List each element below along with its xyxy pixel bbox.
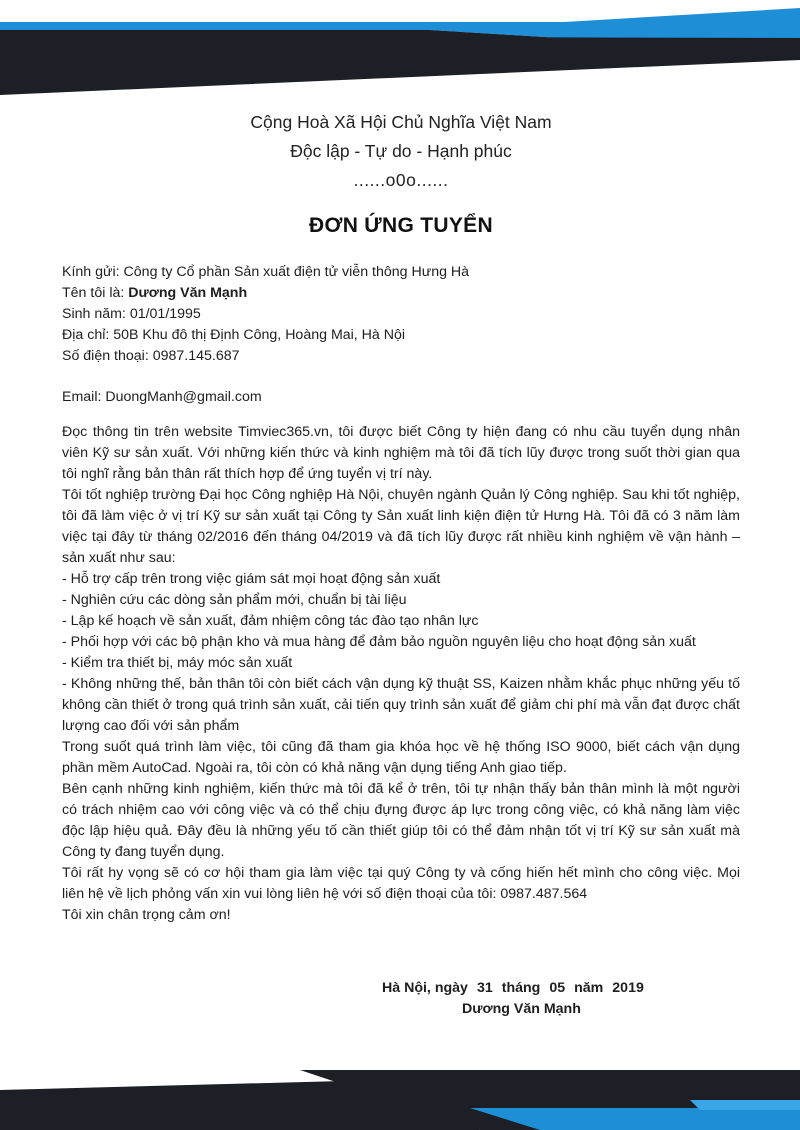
name-line xyxy=(62,283,740,304)
list-item: - Nghiên cứu các dòng sản phẩm mới, chuẩn bị tài liệu xyxy=(62,592,407,608)
list-item: - Không những thế, bản thân tôi còn biết cách vận dụng kỹ thuật SS, Kaizen nhằm khắc phục những yếu tố không cần thiết ở trong quá trình sản xuất, cải tiến quy trình sản xuất để giảm chi phí mà vẫn đạt được chất lượng cao đối với sản phẩm xyxy=(62,676,740,734)
date-month-label: tháng xyxy=(501,980,541,996)
date-year: 2019 xyxy=(612,980,644,996)
national-header xyxy=(62,108,740,195)
header-country: Cộng Hoà Xã Hội Chủ Nghĩa Việt Nam xyxy=(250,112,552,132)
recipient-line: Kính gửi: Công ty Cổ phần Sản xuất điện tử viễn thông Hưng Hà xyxy=(62,264,470,280)
letter-body xyxy=(62,422,740,926)
document-title: ĐƠN ỨNG TUYỂN xyxy=(309,214,493,237)
signature-date xyxy=(382,978,682,999)
list-item: - Lập kế hoạch về sản xuất, đảm nhiệm công tác đào tạo nhân lực xyxy=(62,613,479,629)
paragraph-thanks: Tôi xin chân trọng cảm ơn! xyxy=(62,907,231,923)
date-day: 31 xyxy=(476,980,493,996)
list-item: - Phối hợp với các bộ phận kho và mua hàng để đảm bảo nguồn nguyên liệu cho hoạt động sản xuất xyxy=(62,634,696,650)
paragraph-education: Tôi tốt nghiệp trường Đại học Công nghiệp Hà Nội, chuyên ngành Quản lý Công nghiệp. Sau khi tốt nghiệp, tôi đã làm việc ở vị trí Kỹ sư sản xuất tại Công ty Sản xuất linh kiện điện tử Hưng Hà. Tôi đã có 3 năm làm việc tại đây từ tháng 02/2016 đến tháng 04/2019 và đã tích lũy được rất nhiều kinh nghiệm về vận hành – sản xuất như sau: xyxy=(62,487,740,566)
application-letter xyxy=(62,108,740,1017)
date-year-label: năm xyxy=(574,980,604,996)
address-line: Địa chỉ: 50B Khu đô thị Định Công, Hoàng Mai, Hà Nội xyxy=(62,327,406,343)
email-line: Email: DuongManh@gmail.com xyxy=(62,389,262,405)
phone-line: Số điện thoại: 0987.145.687 xyxy=(62,348,240,364)
list-item: - Hỗ trợ cấp trên trong việc giám sát mọi hoạt động sản xuất xyxy=(62,571,441,587)
list-item: - Kiểm tra thiết bị, máy móc sản xuất xyxy=(62,655,293,671)
date-month: 05 xyxy=(549,980,566,996)
bottom-decorative-band xyxy=(0,1070,800,1130)
header-divider: ......o0o...... xyxy=(353,170,449,190)
paragraph-qualities: Bên cạnh những kinh nghiệm, kiến thức mà tôi đã kể ở trên, tôi tự nhận thấy bản thân mình là một người có trách nhiệm cao với công việc và có thể chịu đựng được áp lực trong công việc, có khả năng làm việc độc lập hiệu quả. Đây đều là những yếu tố cần thiết giúp tôi có thể đảm nhận tốt vị trí Kỹ sư sản xuất mà Công ty đang tuyển dụng. xyxy=(62,781,740,860)
applicant-info xyxy=(62,262,740,408)
birth-line: Sinh năm: 01/01/1995 xyxy=(62,306,201,322)
paragraph-intro: Đọc thông tin trên website Timviec365.vn, tôi được biết Công ty hiện đang có nhu cầu tuyển dụng nhân viên Kỹ sư sản xuất. Với những kiến thức và kinh nghiệm mà tôi đã tích lũy được trong suốt thời gian qua tôi nghĩ rằng bản thân rất thích hợp để ứng tuyển vị trí này. xyxy=(62,424,740,482)
header-motto: Độc lập - Tự do - Hạnh phúc xyxy=(290,141,512,161)
signature-block xyxy=(382,978,682,1020)
date-place: Hà Nội, ngày xyxy=(382,980,468,996)
paragraph-hope: Tôi rất hy vọng sẽ có cơ hội tham gia làm việc tại quý Công ty và cống hiến hết mình cho công việc. Mọi liên hệ về lịch phỏng vấn xin vui lòng liên hệ với số điện thoại của tôi: 0987.487.564 xyxy=(62,865,740,902)
name-label: Tên tôi là: xyxy=(62,285,129,301)
paragraph-skills: Trong suốt quá trình làm việc, tôi cũng đã tham gia khóa học về hệ thống ISO 9000, biết cách vận dụng phần mềm AutoCad. Ngoài ra, tôi còn có khả năng vận dụng tiếng Anh giao tiếp. xyxy=(62,739,740,776)
signature-name: Dương Văn Mạnh xyxy=(462,1001,581,1017)
applicant-name: Dương Văn Mạnh xyxy=(128,285,248,301)
top-decorative-band xyxy=(0,0,800,95)
experience-list xyxy=(62,569,740,737)
